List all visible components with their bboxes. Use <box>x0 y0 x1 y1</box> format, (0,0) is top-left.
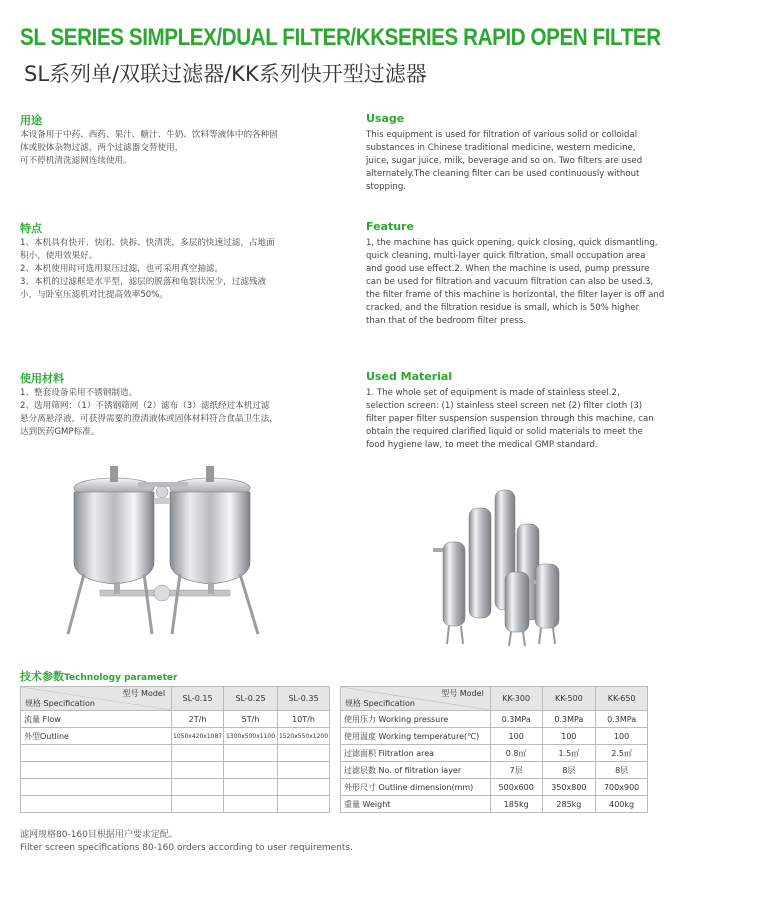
tech-heading-cn: 技术参数 <box>20 670 64 683</box>
table-cell <box>277 762 329 779</box>
material-heading-cn: 使用材料 <box>20 372 64 385</box>
row-label: 流量 Flow <box>21 711 172 728</box>
row-label: 使用压力 Working pressure <box>341 711 491 728</box>
model-header: KK-650 <box>596 687 648 711</box>
text-line: 积小，使用效果好。 <box>20 251 98 261</box>
table-cell <box>224 762 278 779</box>
table-cell <box>277 779 329 796</box>
row-label: 过滤面积 Filtration area <box>341 745 491 762</box>
table-cell: 100 <box>490 728 542 745</box>
table-cell: 350x800 <box>542 779 596 796</box>
usage-heading-en: Usage <box>366 112 405 125</box>
table-cell: 7层 <box>490 762 542 779</box>
text-line: quick cleaning, multi-layer quick filtration, small occupation area <box>366 251 646 261</box>
table-cell <box>172 779 224 796</box>
material-text-en <box>366 387 654 452</box>
text-line: selection screen: (1) stainless steel screen net (2) filter cloth (3) <box>366 401 643 411</box>
text-line: juice, sugar juice, milk, beverage and so on. Two filters are used <box>366 156 643 166</box>
table-cell: 285kg <box>542 796 596 813</box>
model-header: SL-0.35 <box>277 687 329 711</box>
feature-heading-en: Feature <box>366 220 414 233</box>
row-label: 外形尺寸 Outline dimension(mm) <box>341 779 491 796</box>
text-line: 可不停机清洗滤网连续使用。 <box>20 156 132 166</box>
table-row <box>21 796 330 813</box>
text-line: can be used for filtration and vacuum filtration can also be used.3, <box>366 277 654 287</box>
note-cn: 滤网规格80-160目根据用户要求定配。 <box>20 830 178 840</box>
table-cell: 5T/h <box>224 711 278 728</box>
table-cell <box>224 745 278 762</box>
material-text-cn <box>20 387 278 439</box>
table-kk <box>340 686 648 813</box>
row-label: 使用温度 Working temperature(℃) <box>341 728 491 745</box>
text-line: and good use effect.2. When the machine is used, pump pressure <box>366 264 650 274</box>
text-line: cracked, and the filtration residue is small, which is 50% higher <box>366 303 640 313</box>
text-line: 悬分离悬浮液，可获得需要的澄清液体或固体材料符合食品卫生法， <box>20 414 278 424</box>
title-english: SL SERIES SIMPLEX/DUAL FILTER/KKSERIES RAPID OPEN FILTER <box>20 24 661 51</box>
text-line: filter paper filter suspension suspension through this machine, can <box>366 414 654 424</box>
table-cell: 8层 <box>542 762 596 779</box>
table-cell: 1.5㎡ <box>542 745 596 762</box>
text-line: food hygiene law, to meet the medical GMP standard. <box>366 440 598 450</box>
table-cell: 0.3MPa <box>596 711 648 728</box>
text-line: than that of the bedroom filter press. <box>366 316 526 326</box>
row-label <box>21 745 172 762</box>
text-line: 达到医药GMP标准。 <box>20 427 100 437</box>
table-cell <box>277 796 329 813</box>
text-line: the filter frame of this machine is horizontal, the filter layer is off and <box>366 290 665 300</box>
table-cell <box>172 796 224 813</box>
table-cell: 0.3MPa <box>490 711 542 728</box>
table-cell <box>172 762 224 779</box>
table-cell <box>277 745 329 762</box>
notes <box>20 829 353 855</box>
model-header: SL-0.25 <box>224 687 278 711</box>
table-row <box>21 745 330 762</box>
feature-text-cn <box>20 237 275 302</box>
table-cell <box>224 779 278 796</box>
table-cell: 500x600 <box>490 779 542 796</box>
table-row <box>21 779 330 796</box>
table-row <box>341 711 648 728</box>
text-line: 体或胶体杂物过滤，两个过滤器交替使用， <box>20 143 184 153</box>
table-cell: 0.8㎡ <box>490 745 542 762</box>
text-line: 2、本机使用时可选用泵压过滤，也可采用真空抽滤。 <box>20 264 224 274</box>
title-chinese: SL系列单/双联过滤器/KK系列快开型过滤器 <box>24 62 427 86</box>
table-row <box>21 728 330 745</box>
table-cell: 2T/h <box>172 711 224 728</box>
table-cell: 700x900 <box>596 779 648 796</box>
text-line: substances in Chinese traditional medicine, western medicine, <box>366 143 636 153</box>
feature-heading-cn: 特点 <box>20 222 42 235</box>
tech-heading <box>20 668 177 684</box>
corner-spec-label: 规格 Specification <box>25 699 95 708</box>
kk-filter-image <box>425 488 565 648</box>
note-en: Filter screen specifications 80-160 orders according to user requirements. <box>20 843 353 853</box>
text-line: 1、整套设备采用不锈钢制造。 <box>20 388 138 398</box>
text-line: 2、选用筛网：（1）不锈钢筛网（2）滤布（3）滤纸经过本机过滤 <box>20 401 270 411</box>
table-cell: 1050x420x1087 <box>172 728 224 745</box>
table-cell: 1520x550x1200 <box>277 728 329 745</box>
model-header: KK-500 <box>542 687 596 711</box>
table-row <box>21 762 330 779</box>
row-label: 重量 Weight <box>341 796 491 813</box>
text-line: alternately.The cleaning filter can be used continuously without <box>366 169 640 179</box>
row-label: 过滤层数 No. of filtration layer <box>341 762 491 779</box>
text-line: 本设备用于中药、西药、果汁、糖汁、牛奶、饮料等液体中的各种固 <box>20 130 278 140</box>
table-row <box>341 762 648 779</box>
tech-heading-en: Technology parameter <box>64 673 178 683</box>
table-cell: 100 <box>596 728 648 745</box>
row-label <box>21 762 172 779</box>
material-heading-en: Used Material <box>366 370 453 383</box>
text-line: obtain the required clarified liquid or solid materials to meet the <box>366 427 643 437</box>
table-cell <box>172 745 224 762</box>
table-cell: 185kg <box>490 796 542 813</box>
table-cell: 0.3MPa <box>542 711 596 728</box>
table-cell <box>224 796 278 813</box>
text-line: 1. The whole set of equipment is made of stainless steel.2, <box>366 388 620 398</box>
text-line: 1、本机具有快开、快闭、快拆、快清洗，多层的快速过滤，占地面 <box>20 238 275 248</box>
table-sl <box>20 686 330 813</box>
usage-heading-cn: 用途 <box>20 114 42 127</box>
table-cell: 10T/h <box>277 711 329 728</box>
text-line: 小，与卧室压滤机对比提高效率50%。 <box>20 290 169 300</box>
table-cell: 100 <box>542 728 596 745</box>
model-header: KK-300 <box>490 687 542 711</box>
row-label <box>21 779 172 796</box>
table-row <box>341 728 648 745</box>
dual-filter-image <box>60 462 282 640</box>
table-cell: 1300x500x1100 <box>224 728 278 745</box>
text-line: 1, the machine has quick opening, quick closing, quick dismantling, <box>366 238 658 248</box>
feature-text-en <box>366 237 664 328</box>
corner-model-label: 型号 Model <box>122 689 166 698</box>
corner-cell <box>21 687 172 711</box>
row-label <box>21 796 172 813</box>
text-line: 3、本机的过滤框是水平型，滤层的脱落和龟裂状况少，过滤残液 <box>20 277 267 287</box>
row-label: 外型Outline <box>21 728 172 745</box>
table-row <box>21 711 330 728</box>
table-row <box>341 779 648 796</box>
corner-spec-label: 规格 Specification <box>345 699 415 708</box>
corner-cell <box>341 687 491 711</box>
usage-text-cn <box>20 129 278 168</box>
corner-model-label: 型号 Model <box>441 689 484 698</box>
model-header: SL-0.15 <box>172 687 224 711</box>
table-cell: 8层 <box>596 762 648 779</box>
table-row <box>341 745 648 762</box>
usage-text-en <box>366 129 642 194</box>
text-line: This equipment is used for filtration of various solid or colloidal <box>366 130 638 140</box>
table-cell: 2.5㎡ <box>596 745 648 762</box>
text-line: stopping. <box>366 182 407 192</box>
table-cell: 400kg <box>596 796 648 813</box>
table-row <box>341 796 648 813</box>
